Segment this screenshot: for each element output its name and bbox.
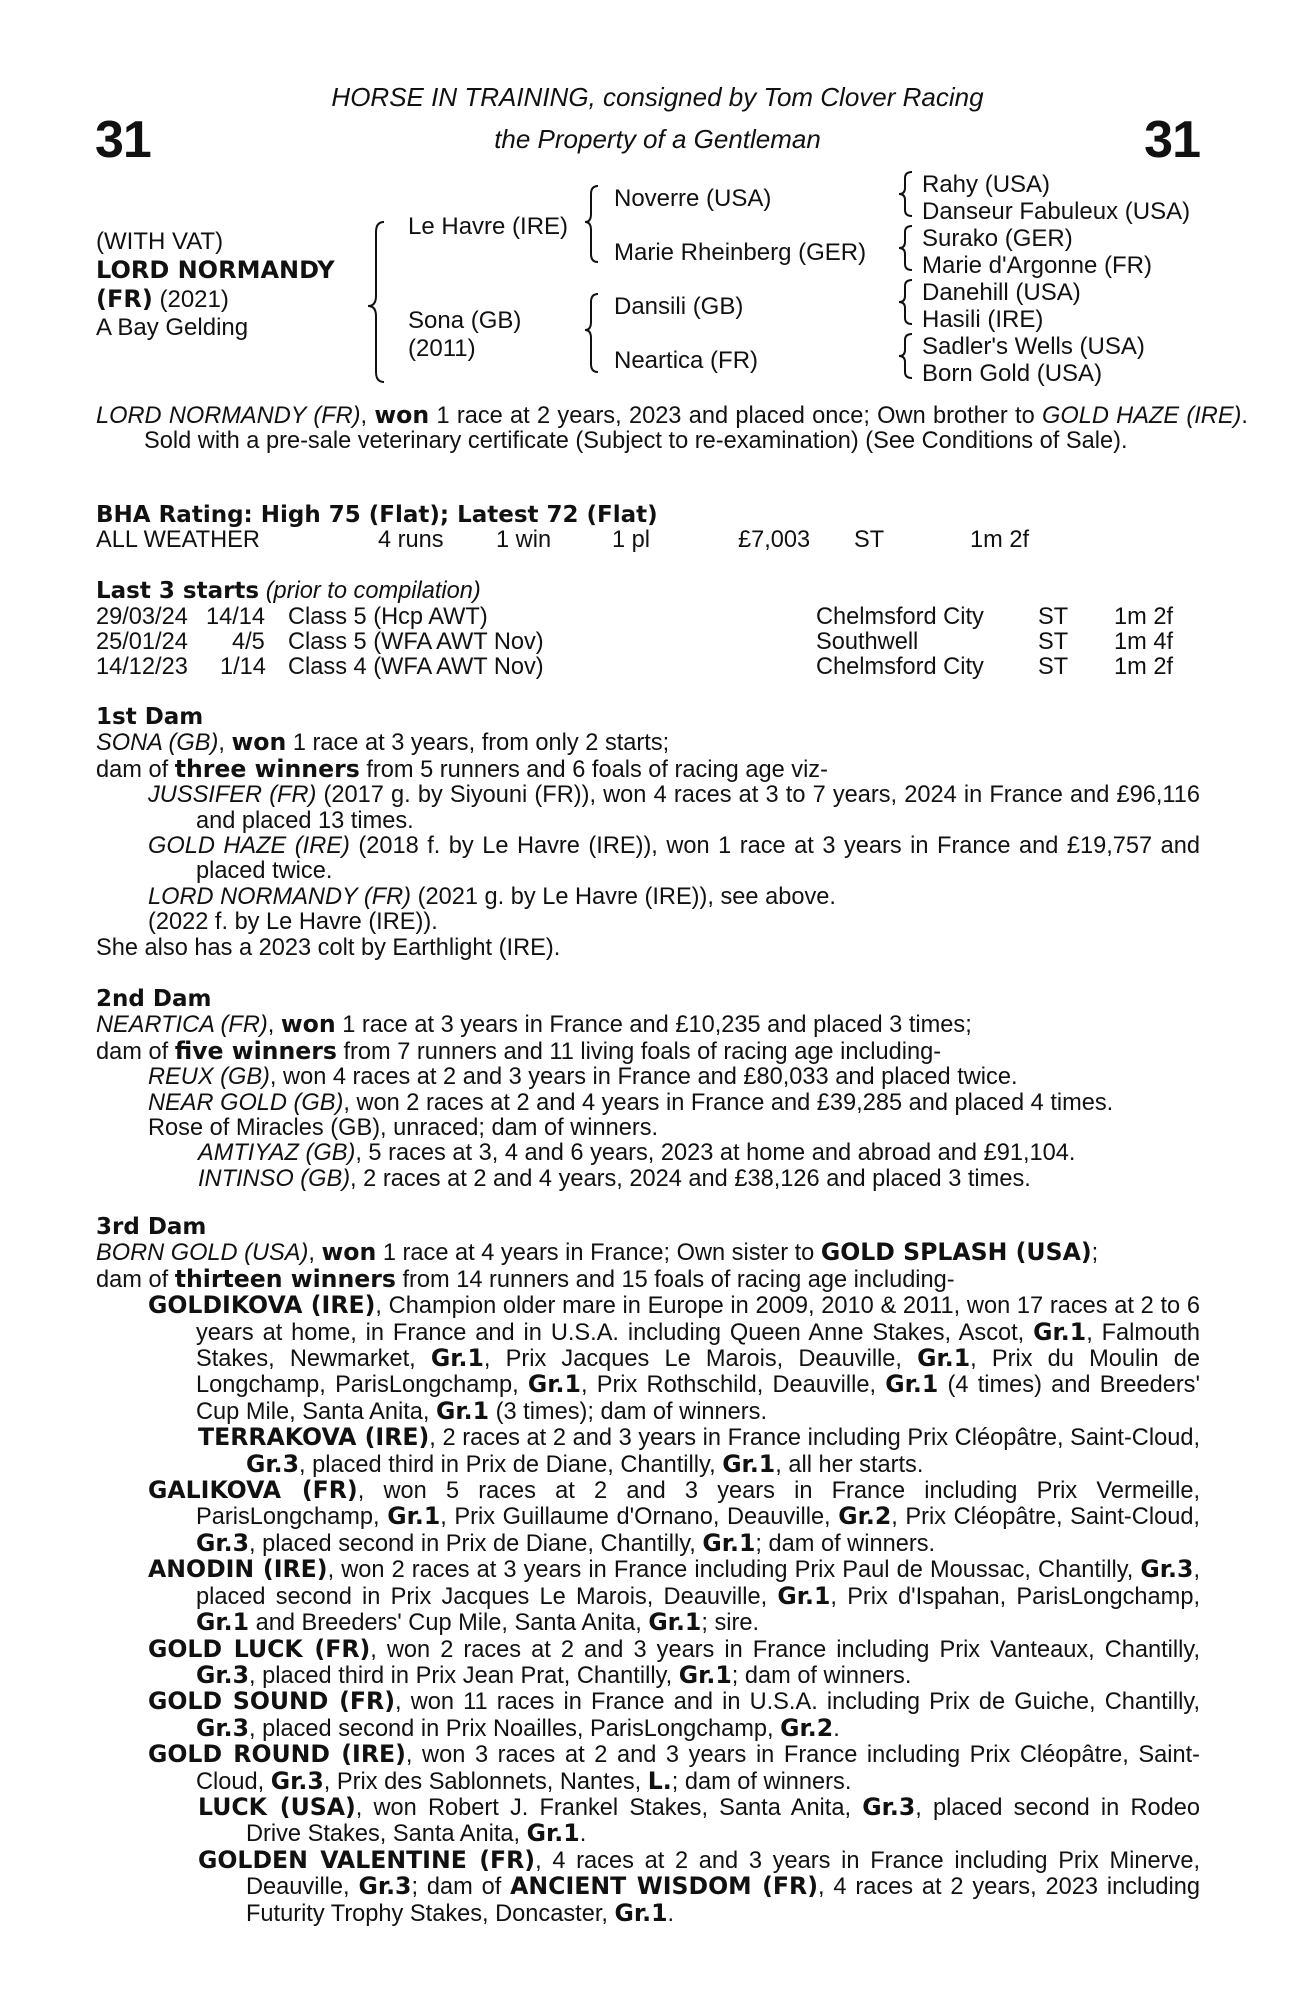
third-dam-produce-golden-valentine: GOLDEN VALENTINE (FR), 4 races at 2 and 3 years in France including Prix Minerve, Deauville, Gr.3; dam of ANCIENT WISDOM (FR), 4 races at 2 years, 2023 including Futurity Trophy Stakes, Doncaster, Gr.1.	[198, 1845, 1201, 1927]
start-row-2-pos: 4/5	[232, 629, 265, 655]
horse-country: (FR)	[96, 285, 153, 313]
second-dam-title: 2nd Dam	[96, 986, 212, 1012]
brace-dam	[585, 294, 598, 372]
start-row-1-dist: 1m 2f	[1114, 604, 1174, 630]
first-dam-line-2: dam of three winners from 5 runners and 6 foals of racing age viz-	[96, 754, 828, 783]
start-row-2-date: 25/01/24	[96, 629, 188, 655]
lot-number-left: 31	[95, 111, 151, 169]
bha-rating-title: BHA Rating: High 75 (Flat); Latest 72 (Flat)	[96, 502, 658, 528]
brace-g3	[899, 280, 912, 324]
brace-g4	[899, 334, 912, 378]
second-dam-produce-5: INTINSO (GB), 2 races at 2 and 4 years, 2024 and £38,126 and placed 3 times.	[198, 1165, 1031, 1192]
third-dam-produce-gold-round: GOLD ROUND (IRE), won 3 races at 2 and 3 years in France including Prix Cléopâtre, Saint-Cloud, Gr.3, Prix des Sablonnets, Nantes, L.; dam of winners.	[148, 1740, 1200, 1795]
third-dam-produce-gold-sound: GOLD SOUND (FR), won 11 races in France and in U.S.A. including Prix de Guiche, Chantilly, Gr.3, placed second in Prix Noailles, ParisLongchamp, Gr.2.	[148, 1687, 1201, 1742]
start-row-3-dist: 1m 2f	[1114, 654, 1174, 680]
intro-paragraph: LORD NORMANDY (FR), won 1 race at 2 years, 2023 and placed once; Own brother to GOLD HAZE (IRE). Sold with a pre-sale veterinary certificate (Subject to re-examination) (See Conditions of Sale).	[96, 401, 1248, 455]
pedigree-sire: Le Havre (IRE)	[408, 213, 569, 240]
start-row-3-race: Class 4 (WFA AWT Nov)	[288, 654, 544, 680]
brace-g2	[899, 226, 912, 270]
pedigree-dam-dam: Neartica (FR)	[614, 347, 759, 374]
first-dam-section	[96, 705, 1200, 961]
rating-runs: 4 runs	[378, 527, 444, 553]
pedigree-g5: Danehill (USA)	[922, 279, 1081, 306]
start-row-1-course: Chelmsford City	[816, 604, 984, 630]
rating-surface: ALL WEATHER	[96, 527, 260, 553]
pedigree-g8: Born Gold (USA)	[922, 360, 1103, 387]
brace-main	[368, 222, 384, 382]
third-dam-line-2: dam of thirteen winners from 14 runners and 15 foals of racing age including-	[96, 1264, 955, 1293]
pedigree-g6: Hasili (IRE)	[922, 306, 1044, 333]
rating-earnings: £7,003	[738, 527, 811, 553]
horse-name: LORD NORMANDY	[96, 256, 335, 284]
second-dam-produce-2: NEAR GOLD (GB), won 2 races at 2 and 4 years in France and £39,285 and placed 4 times.	[148, 1089, 1114, 1116]
first-dam-produce-2: GOLD HAZE (IRE) (2018 f. by Le Havre (IRE)), won 1 race at 3 years in France and £19,757 and placed twice.	[148, 833, 1200, 885]
lot-number-right: 31	[1144, 111, 1200, 169]
pedigree-sire-sire: Noverre (USA)	[614, 185, 772, 212]
third-dam-produce-terrakova: TERRAKOVA (IRE), 2 races at 2 and 3 years in France including Prix Cléopâtre, Saint-Cloud, Gr.3, placed third in Prix de Diane, Chantilly, Gr.1, all her starts.	[198, 1423, 1200, 1478]
horse-year: (2021)	[159, 286, 229, 313]
start-row-2-course: Southwell	[816, 629, 919, 655]
rating-distance: 1m 2f	[970, 527, 1030, 553]
start-row-3-course: Chelmsford City	[816, 654, 984, 680]
start-row-3-date: 14/12/23	[96, 654, 188, 680]
last-starts-heading: Last 3 starts (prior to compilation)	[96, 578, 481, 604]
brace-sire	[585, 186, 598, 262]
rating-wins: 1 win	[496, 527, 552, 553]
rating-placed: 1 pl	[612, 527, 651, 553]
second-dam-line-1: NEARTICA (FR), won 1 race at 3 years in France and £10,235 and placed 3 times;	[96, 1010, 972, 1039]
third-dam-produce-goldikova: GOLDIKOVA (IRE), Champion older mare in Europe in 2009, 2010 & 2011, won 17 races at 2 to 6 years at home, in France and in U.S.A. including Queen Anne Stakes, Ascot, Gr.1, Falmouth Stakes, Newmarket, Gr.1, Prix Jacques Le Marois, Deauville, Gr.1, Prix du Moulin de Longchamp, ParisLongchamp, Gr.1, Prix Rothschild, Deauville, Gr.1 (4 times) and Breeders' Cup Mile, Santa Anita, Gr.1 (3 times); dam of winners.	[148, 1291, 1200, 1425]
start-row-1-race: Class 5 (Hcp AWT)	[288, 604, 488, 630]
first-dam-produce-5: She also has a 2023 colt by Earthlight (IRE).	[96, 934, 561, 961]
third-dam-produce-anodin: ANODIN (IRE), won 2 races at 3 years in France including Prix Paul de Moussac, Chantilly, Gr.3, placed second in Prix Jacques Le Marois, Deauville, Gr.1, Prix d'Ispahan, ParisLongchamp, Gr.1 and Breeders' Cup Mile, Santa Anita, Gr.1; sire.	[148, 1555, 1201, 1637]
rating-going: ST	[854, 527, 885, 553]
pedigree-g7: Sadler's Wells (USA)	[922, 333, 1145, 360]
start-row-2-going: ST	[1038, 629, 1069, 655]
first-dam-produce-1: JUSSIFER (FR) (2017 g. by Siyouni (FR)), won 4 races at 3 to 7 years, 2024 in France and £96,116 and placed 13 times.	[148, 782, 1201, 834]
vat-note: (WITH VAT)	[96, 228, 224, 255]
start-row-2-dist: 1m 4f	[1114, 629, 1174, 655]
first-dam-produce-3: LORD NORMANDY (FR) (2021 g. by Le Havre (IRE)), see above.	[148, 883, 836, 910]
third-dam-line-1: BORN GOLD (USA), won 1 race at 4 years in France; Own sister to GOLD SPLASH (USA);	[96, 1238, 1099, 1267]
third-dam-produce-luck-usa: LUCK (USA), won Robert J. Frankel Stakes, Santa Anita, Gr.3, placed second in Rodeo Drive Stakes, Santa Anita, Gr.1.	[198, 1792, 1200, 1848]
header-property: the Property of a Gentleman	[494, 124, 821, 154]
pedigree-g4: Marie d'Argonne (FR)	[922, 252, 1152, 279]
start-row-1-going: ST	[1038, 604, 1069, 630]
start-row-2-race: Class 5 (WFA AWT Nov)	[288, 629, 544, 655]
brace-g1	[899, 172, 912, 216]
third-dam-title: 3rd Dam	[96, 1214, 207, 1240]
first-dam-title: 1st Dam	[96, 704, 204, 730]
second-dam-section	[96, 987, 1200, 1192]
pedigree-g3: Surako (GER)	[922, 225, 1073, 252]
second-dam-produce-3: Rose of Miracles (GB), unraced; dam of winners.	[148, 1115, 659, 1142]
first-dam-produce-4: (2022 f. by Le Havre (IRE)).	[148, 909, 438, 936]
pedigree-sire-dam: Marie Rheinberg (GER)	[614, 239, 867, 266]
pedigree-g1: Rahy (USA)	[922, 171, 1051, 198]
pedigree-g2: Danseur Fabuleux (USA)	[922, 198, 1191, 225]
start-row-3-pos: 1/14	[220, 654, 266, 680]
pedigree-dam-sire: Dansili (GB)	[614, 293, 744, 320]
third-dam-section	[96, 1215, 1200, 1927]
second-dam-produce-1: REUX (GB), won 4 races at 2 and 3 years in France and £80,033 and placed twice.	[148, 1064, 1018, 1091]
second-dam-line-2: dam of five winners from 7 runners and 11 living foals of racing age including-	[96, 1036, 942, 1065]
start-row-1-date: 29/03/24	[96, 604, 188, 630]
pedigree-dam-year: (2011)	[408, 335, 476, 362]
start-row-3-going: ST	[1038, 654, 1069, 680]
header-consignor: HORSE IN TRAINING, consigned by Tom Clover Racing	[331, 82, 984, 112]
horse-description: A Bay Gelding	[96, 314, 249, 341]
pedigree-dam: Sona (GB)	[408, 307, 522, 334]
start-row-1-pos: 14/14	[206, 604, 266, 630]
first-dam-line-1: SONA (GB), won 1 race at 3 years, from only 2 starts;	[96, 728, 670, 757]
third-dam-produce-gold-luck: GOLD LUCK (FR), won 2 races at 2 and 3 years in France including Prix Vanteaux, Chantilly, Gr.3, placed third in Prix Jean Prat, Chantilly, Gr.1; dam of winners.	[148, 1634, 1201, 1689]
third-dam-produce-galikova: GALIKOVA (FR), won 5 races at 2 and 3 years in France including Prix Vermeille, ParisLongchamp, Gr.1, Prix Guillaume d'Ornano, Deauville, Gr.2, Prix Cléopâtre, Saint-Cloud, Gr.3, placed second in Prix de Diane, Chantilly, Gr.1; dam of winners.	[148, 1476, 1201, 1557]
second-dam-produce-4: AMTIYAZ (GB), 5 races at 3, 4 and 6 years, 2023 at home and abroad and £91,104.	[198, 1140, 1076, 1167]
